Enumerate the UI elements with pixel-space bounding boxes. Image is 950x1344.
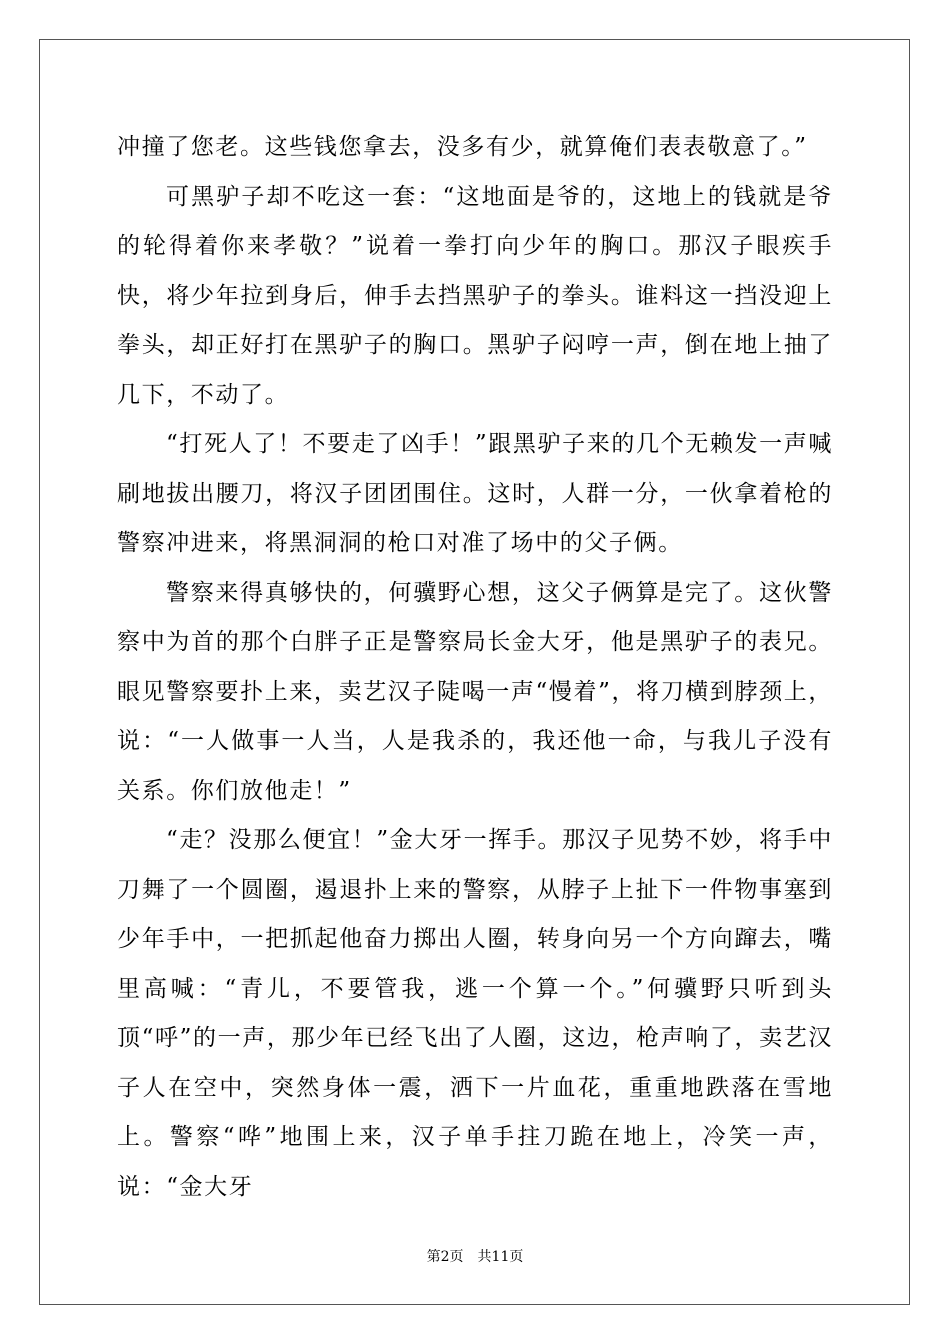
page-footer xyxy=(0,1248,950,1266)
document-body xyxy=(117,123,833,1212)
paragraph-5: “走？没那么便宜！”金大牙一挥手。那汉子见势不妙，将手中刀舞了一个圆圈，遏退扑上来的警察，从脖子上扯下一件物事塞到少年手中，一把抓起他奋力掷出人圈，转身向另一个方向蹿去，嘴里高喊：“青儿，不要管我，逃一个算一个。”何骥野只听到头顶“呼”的一声，那少年已经飞出了人圈，这边，枪声响了，卖艺汉子人在空中，突然身体一震，洒下一片血花，重重地跌落在雪地上。警察“哗”地围上来，汉子单手拄刀跪在地上，冷笑一声，说：“金大牙 xyxy=(117,827,833,1200)
page-total: 共11页 xyxy=(477,1249,524,1265)
paragraph-2: 可黑驴子却不吃这一套：“这地面是爷的，这地上的钱就是爷的轮得着你来孝敬？”说着一拳打向少年的胸口。那汉子眼疾手快，将少年拉到身后，伸手去挡黑驴子的拳头。谁料这一挡没迎上拳头，却正好打在黑驴子的胸口。黑驴子闷哼一声，倒在地上抽了几下，不动了。 xyxy=(117,183,833,408)
paragraph-4: 警察来得真够快的，何骥野心想，这父子俩算是完了。这伙警察中为首的那个白胖子正是警察局长金大牙，他是黑驴子的表兄。眼见警察要扑上来，卖艺汉子陡喝一声“慢着”，将刀横到脖颈上，说：“一人做事一人当，人是我杀的，我还他一命，与我儿子没有关系。你们放他走！” xyxy=(117,579,833,804)
page-number: 第2页 xyxy=(426,1249,464,1265)
paragraph-3: “打死人了！不要走了凶手！”跟黑驴子来的几个无赖发一声喊刷地拔出腰刀，将汉子团团围住。这时，人群一分，一伙拿着枪的警察冲进来，将黑洞洞的枪口对准了场中的父子俩。 xyxy=(117,431,833,556)
paragraph-1: 冲撞了您老。这些钱您拿去，没多有少，就算俺们表表敬意了。” xyxy=(117,134,808,160)
